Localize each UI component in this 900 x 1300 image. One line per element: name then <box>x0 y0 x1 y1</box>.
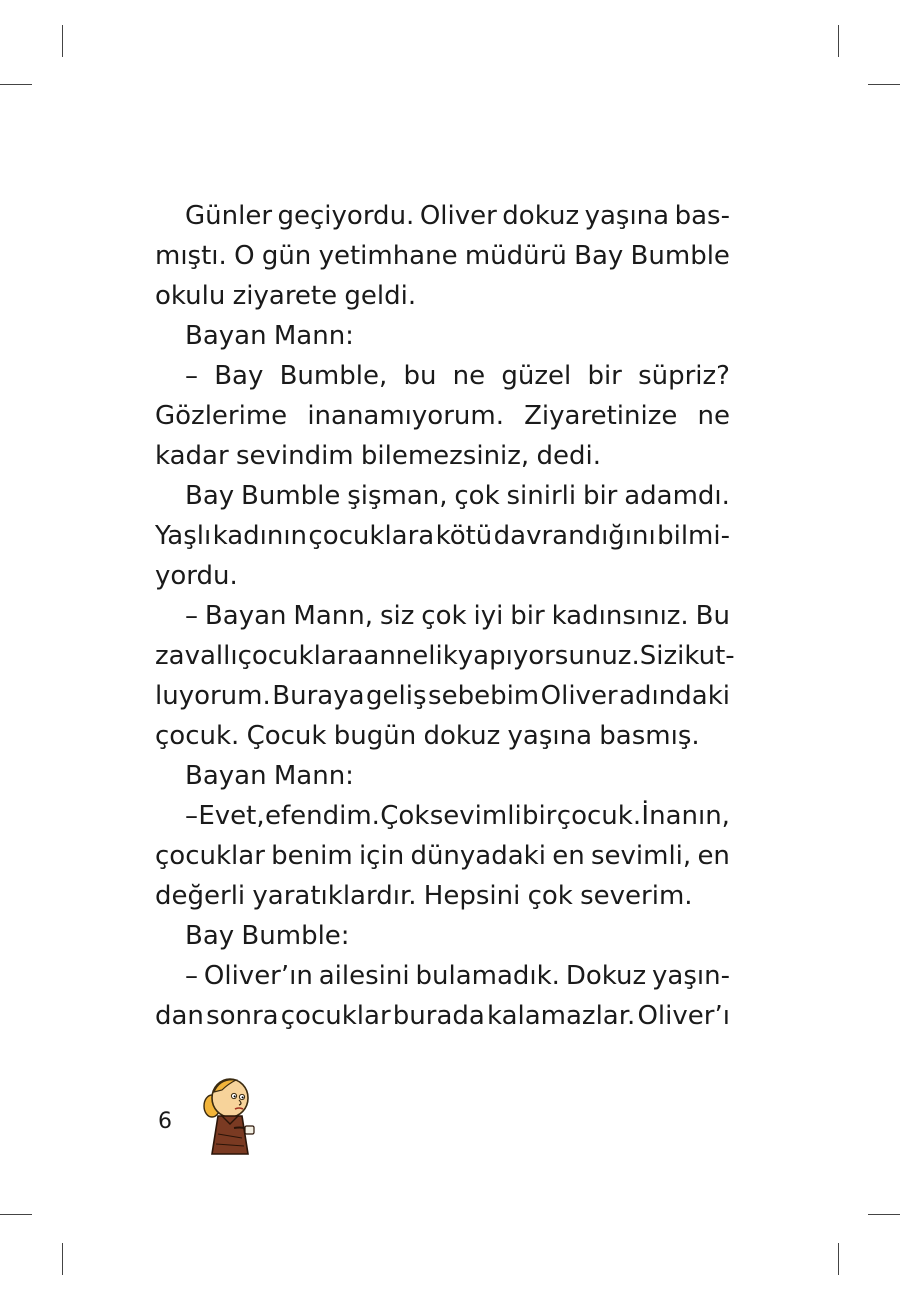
word: sinirli <box>506 481 577 511</box>
word: çok <box>421 601 467 631</box>
word: gün <box>261 241 312 271</box>
word: luyorum. <box>155 681 271 711</box>
word: efendim. <box>264 801 380 831</box>
word: kalamazlar. <box>486 1001 636 1031</box>
text-line <box>155 996 730 1036</box>
word: Bayan <box>185 761 267 791</box>
word: bulamadık. <box>415 961 560 991</box>
word: Buraya <box>272 681 365 711</box>
text-line <box>155 916 730 956</box>
word: – <box>185 361 198 391</box>
word: güzel <box>501 361 572 391</box>
text-line <box>155 236 730 276</box>
word: yapıyorsunuz. <box>457 641 640 671</box>
word: müdürü <box>464 241 567 271</box>
crop-mark-bottom-left-vertical <box>62 1243 63 1275</box>
word: Mann: <box>273 761 354 791</box>
word: adındaki <box>619 681 730 711</box>
word: çocuklar <box>280 1001 391 1031</box>
word: Bayan <box>185 321 267 351</box>
word: bilmi- <box>657 521 730 551</box>
word: ziyarete <box>232 281 338 311</box>
word: bir <box>587 361 622 391</box>
text-line <box>155 636 735 676</box>
word: geçiyordu. <box>277 201 415 231</box>
word: davrandığını <box>493 521 656 551</box>
word: yaşına <box>584 201 670 231</box>
word: yaratıklardır. <box>252 881 417 911</box>
text-line <box>155 956 730 996</box>
word: Ziyaretinize <box>524 401 678 431</box>
word: inanamıyorum. <box>307 401 504 431</box>
word: – <box>185 961 198 991</box>
word: Oliver <box>540 681 618 711</box>
text-line <box>155 276 730 316</box>
word: kadar <box>155 441 229 471</box>
word: O <box>234 241 255 271</box>
word: geldi. <box>344 281 417 311</box>
word: bir <box>582 481 618 511</box>
text-line <box>155 196 730 236</box>
crop-mark-top-right-horizontal <box>868 84 900 85</box>
word: şişman, <box>347 481 448 511</box>
word: en <box>552 841 585 871</box>
word: Bumble <box>241 481 341 511</box>
word: – <box>185 601 198 631</box>
text-line <box>155 316 730 356</box>
word: Yaşlı <box>155 521 212 551</box>
word: Mann: <box>273 321 354 351</box>
word: ne <box>697 401 730 431</box>
old-lady-figure-icon <box>198 1076 260 1156</box>
word: çocuklara <box>237 641 364 671</box>
word: kadınsınız. <box>551 601 689 631</box>
word: sevimli, <box>590 841 692 871</box>
word: çok <box>527 881 573 911</box>
word: Bay <box>185 481 235 511</box>
word: Bu <box>695 601 730 631</box>
word: dokuz <box>502 201 580 231</box>
word: süpriz? <box>638 361 730 391</box>
word: Dokuz <box>565 961 647 991</box>
word: Bayan <box>204 601 287 631</box>
word: bas- <box>674 201 730 231</box>
text-line <box>155 556 730 596</box>
word: Günler <box>185 201 273 231</box>
text-line <box>155 516 730 556</box>
word: kut- <box>684 641 735 671</box>
crop-mark-bottom-left-horizontal <box>0 1214 32 1215</box>
crop-mark-bottom-right-horizontal <box>868 1214 900 1215</box>
text-line <box>155 876 730 916</box>
text-line <box>155 716 730 756</box>
word: sevindim <box>235 441 354 471</box>
word: bilemezsiniz, <box>360 441 530 471</box>
text-line <box>155 396 730 436</box>
word: Mann, <box>293 601 374 631</box>
word: Oliver’ı <box>637 1001 730 1031</box>
text-line <box>155 836 730 876</box>
word: çocuk. <box>556 801 642 831</box>
text-line <box>155 436 730 476</box>
word: – <box>185 801 198 831</box>
word: Bumble: <box>241 921 350 951</box>
word: için <box>358 841 405 871</box>
word: sonra <box>206 1001 279 1031</box>
word: yordu. <box>155 561 238 591</box>
text-line <box>155 596 730 636</box>
word: okulu <box>155 281 226 311</box>
word: Bay <box>214 361 264 391</box>
story-text-block <box>155 196 735 1036</box>
word: adamdı. <box>624 481 730 511</box>
word: Bay <box>185 921 235 951</box>
word: geliş <box>366 681 427 711</box>
word: siz <box>379 601 415 631</box>
word: dan <box>155 1001 204 1031</box>
crop-mark-top-left-horizontal <box>0 84 32 85</box>
text-line <box>155 756 730 796</box>
word: severim. <box>580 881 693 911</box>
word: dokuz <box>423 721 501 751</box>
word: basmış. <box>599 721 700 751</box>
word: çocuklar <box>155 841 265 871</box>
page-number: 6 <box>158 1109 172 1134</box>
word: İnanın, <box>641 801 730 831</box>
word: mıştı. <box>155 241 227 271</box>
word: sevimli <box>429 801 522 831</box>
word: bugün <box>333 721 417 751</box>
word: kötü <box>435 521 493 551</box>
word: annelik <box>363 641 458 671</box>
word: Sizi <box>639 641 685 671</box>
word: Oliver’ın <box>203 961 313 991</box>
word: Bumble <box>630 241 730 271</box>
word: Çok <box>380 801 430 831</box>
word: kadının <box>212 521 308 551</box>
word: yaşına <box>507 721 593 751</box>
word: sebebim <box>428 681 540 711</box>
word: ailesini <box>318 961 410 991</box>
word: yetimhane <box>318 241 458 271</box>
text-line <box>155 356 730 396</box>
word: Gözlerime <box>155 401 288 431</box>
word: bir <box>522 801 557 831</box>
word: bu <box>403 361 437 391</box>
word: ne <box>452 361 486 391</box>
word: değerli <box>155 881 246 911</box>
text-line <box>155 476 730 516</box>
word: benim <box>271 841 353 871</box>
word: bir <box>510 601 545 631</box>
word: dedi. <box>536 441 601 471</box>
crop-mark-top-left-vertical <box>62 25 63 57</box>
word: en <box>697 841 730 871</box>
word: Bumble, <box>279 361 388 391</box>
word: Hepsini <box>423 881 521 911</box>
word: Çocuk <box>246 721 327 751</box>
word: iyi <box>473 601 504 631</box>
word: dünyadaki <box>410 841 546 871</box>
text-line <box>155 676 730 716</box>
word: Evet, <box>198 801 265 831</box>
crop-mark-bottom-right-vertical <box>838 1243 839 1275</box>
word: Bay <box>574 241 624 271</box>
text-line <box>155 796 730 836</box>
word: zavallı <box>155 641 238 671</box>
word: çocuk. <box>155 721 240 751</box>
word: Oliver <box>419 201 497 231</box>
word: çok <box>454 481 500 511</box>
word: yaşın- <box>652 961 730 991</box>
word: çocuklara <box>308 521 435 551</box>
crop-mark-top-right-vertical <box>838 25 839 57</box>
word: burada <box>392 1001 485 1031</box>
